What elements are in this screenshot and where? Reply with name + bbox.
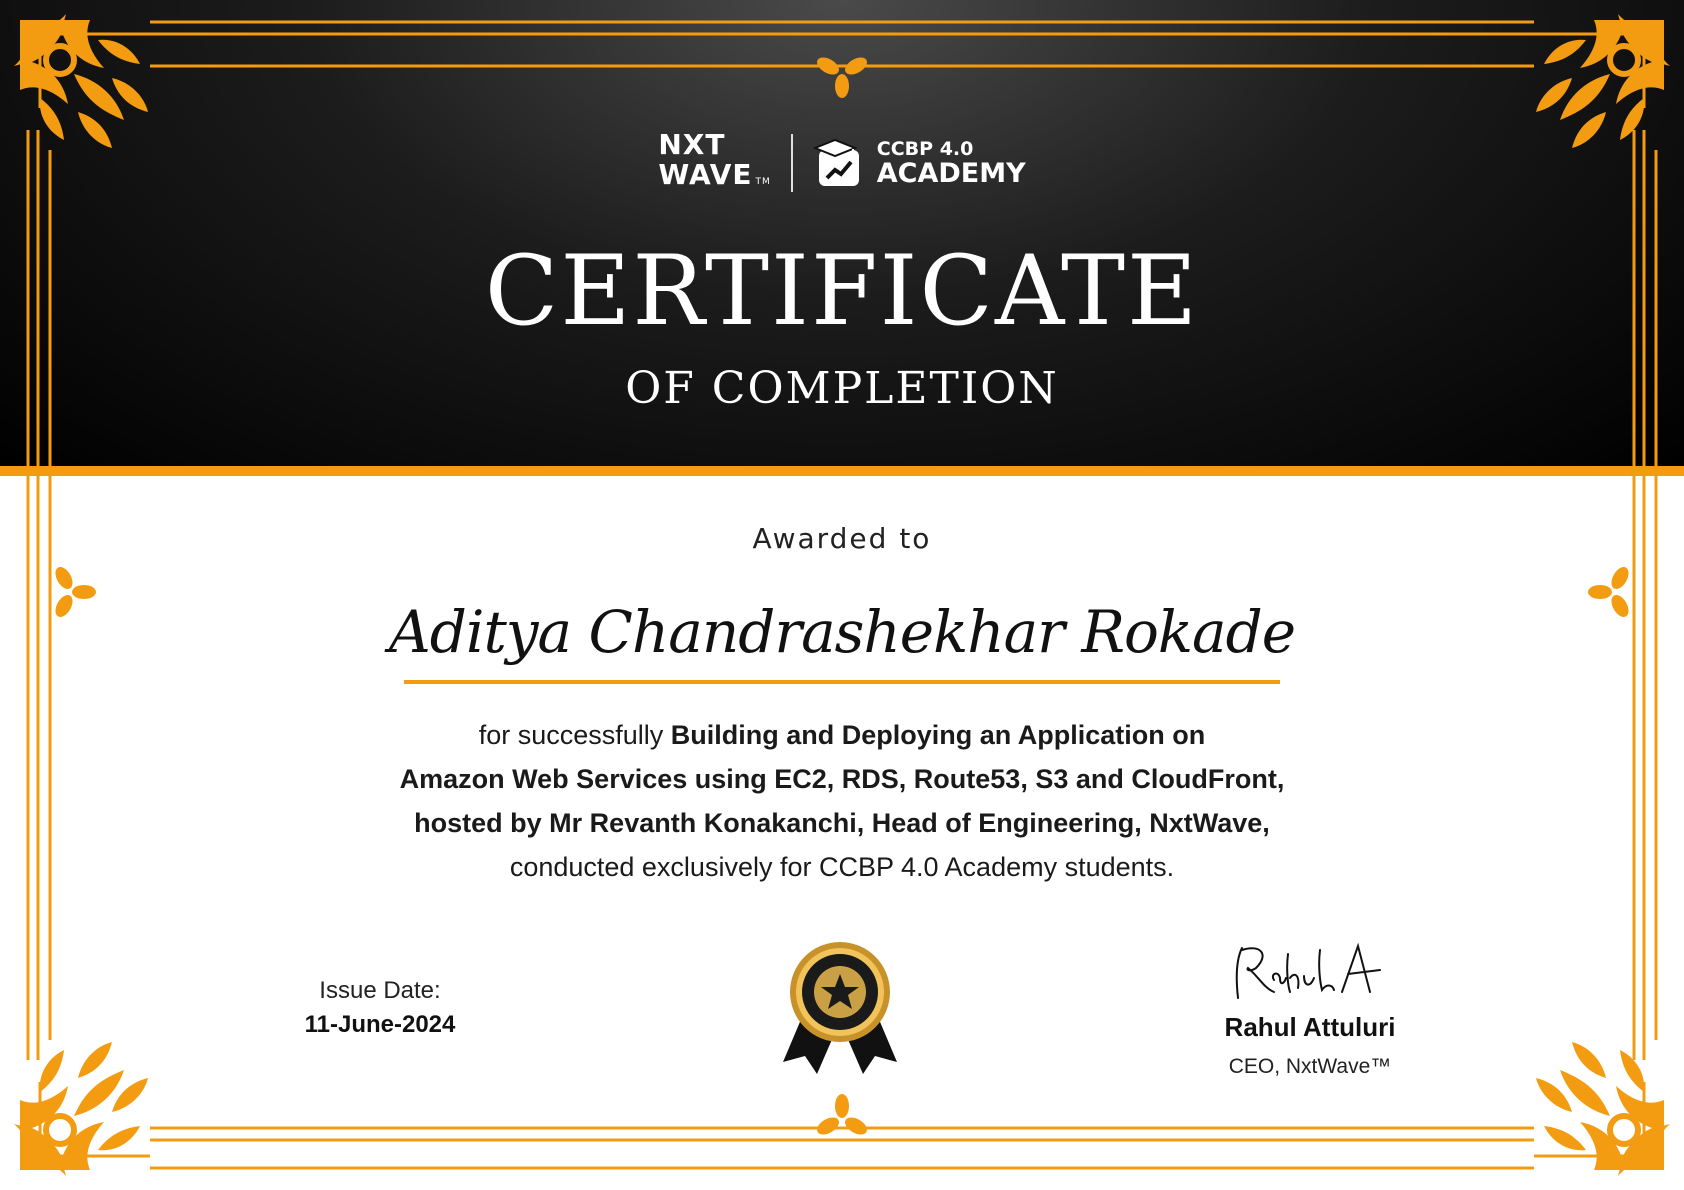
awarded-to-label: Awarded to (752, 522, 932, 555)
description-line4: conducted exclusively for CCBP 4.0 Academy students. (509, 852, 1175, 882)
academy-label: ACADEMY (876, 158, 1026, 189)
trefoil-top (814, 54, 870, 98)
ccbp-academy-logo (813, 136, 1026, 190)
ceo-signature (1230, 940, 1390, 1006)
certificate-title: CERTIFICATE (484, 235, 1200, 347)
signer-title: CEO, NxtWave™ (1228, 1055, 1392, 1078)
nxtwave-logo-line1: NXT (658, 127, 726, 161)
nxtwave-logo-line2: WAVE (658, 157, 753, 191)
description-bold-line2: Amazon Web Services using EC2, RDS, Route53, S3 and CloudFront, (399, 764, 1285, 794)
certificate-description (250, 713, 1434, 889)
nxtwave-trademark: TM (755, 176, 771, 187)
description-bold-line3: hosted by Mr Revanth Konakanchi, Head of Engineering, NxtWave, (414, 808, 1270, 838)
brand-logos (0, 128, 1684, 198)
signer-name: Rahul Attuluri (1224, 1012, 1396, 1042)
ccbp-version: CCBP 4.0 (876, 138, 974, 160)
trefoil-bottom (814, 1094, 870, 1138)
issue-date-label: Issue Date: (319, 977, 441, 1004)
logo-divider (791, 134, 793, 192)
recipient-name: Aditya Chandrashekhar Rokade (388, 598, 1296, 666)
description-bold-line1: Building and Deploying an Application on (670, 720, 1206, 750)
star-ribbon-badge-icon (775, 940, 905, 1075)
nxtwave-logo (658, 127, 771, 197)
issue-date-value: 11-June-2024 (304, 1011, 456, 1038)
recipient-underline (404, 680, 1280, 684)
certificate-subtitle: OF COMPLETION (625, 363, 1059, 414)
graduation-cap-icon (813, 136, 867, 190)
description-prefix: for successfully (478, 720, 671, 750)
